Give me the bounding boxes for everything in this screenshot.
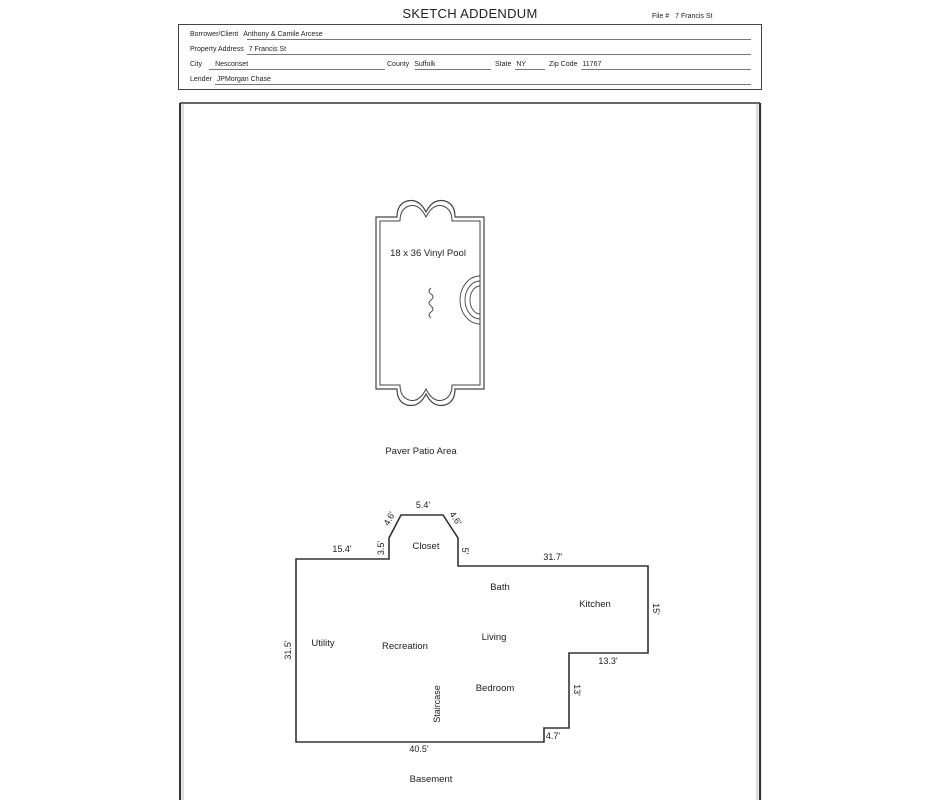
state-value: NY (516, 61, 527, 68)
pool-label: 18 x 36 Vinyl Pool (390, 248, 466, 259)
file-value: 7 Francis St (675, 13, 713, 20)
county-row (387, 61, 435, 68)
sketch-area (179, 100, 762, 800)
room-recreation: Recreation (382, 641, 428, 652)
lender-row (190, 76, 271, 83)
dim-top-right: 31.7' (543, 552, 563, 562)
zip-value: 11767 (582, 61, 602, 68)
room-living: Living (481, 632, 507, 643)
room-utility: Utility (311, 638, 335, 649)
property-value: 7 Francis St (248, 46, 287, 53)
borrower-underline (247, 39, 751, 40)
state-underline (515, 69, 545, 70)
header-form (178, 24, 762, 90)
page-title: SKETCH ADDENDUM (402, 6, 538, 21)
dim-bedroom-right: 13' (572, 684, 582, 696)
dim-bottom-notch: 4.7' (545, 731, 561, 741)
dim-closet-right-diag: 4.6' (447, 509, 464, 528)
pool-icon (376, 200, 484, 405)
room-closet: Closet (412, 541, 440, 552)
file-number (652, 13, 712, 20)
dim-top-left: 15.4' (332, 544, 352, 554)
room-kitchen: Kitchen (579, 599, 611, 610)
county-value: Suffolk (414, 61, 436, 68)
state-row (495, 61, 526, 68)
zip-row (549, 61, 601, 68)
room-bath: Bath (490, 582, 510, 593)
floor-label: Basement (409, 774, 453, 785)
city-label: City (190, 61, 203, 68)
file-label: File # (652, 13, 670, 20)
zip-underline (581, 69, 751, 70)
borrower-row (190, 31, 323, 38)
borrower-value: Anthony & Camile Arcese (243, 31, 323, 38)
sketch-drawing (179, 100, 762, 800)
zip-label: Zip Code (549, 61, 578, 68)
dim-kitchen-right: 15' (651, 603, 661, 615)
borrower-label: Borrower/Client (190, 31, 239, 38)
lender-label: Lender (190, 76, 212, 83)
dim-closet-left-wall: 3.5' (376, 540, 386, 556)
dim-closet-right-wall: 5' (460, 547, 470, 555)
city-underline (209, 69, 385, 70)
room-bedroom: Bedroom (475, 683, 515, 694)
dim-closet-top: 5.4' (415, 500, 431, 510)
patio-label: Paver Patio Area (385, 446, 457, 457)
dim-kitchen-bottom: 13.3' (598, 656, 618, 666)
lender-value: JPMorgan Chase (216, 76, 271, 83)
property-underline (247, 54, 751, 55)
dim-closet-left-diag: 4.6' (381, 509, 398, 528)
state-label: State (495, 61, 512, 68)
city-row (190, 61, 248, 68)
dim-bottom: 40.5' (409, 744, 429, 754)
dim-left: 31.5' (283, 640, 293, 660)
city-value: Nesconset (215, 61, 249, 68)
county-label: County (387, 61, 410, 68)
property-label: Property Address (190, 46, 244, 53)
property-row (190, 46, 286, 53)
lender-underline (215, 84, 751, 85)
room-staircase: Staircase (432, 685, 442, 723)
pool-ladder-icon (429, 288, 433, 318)
county-underline (415, 69, 491, 70)
